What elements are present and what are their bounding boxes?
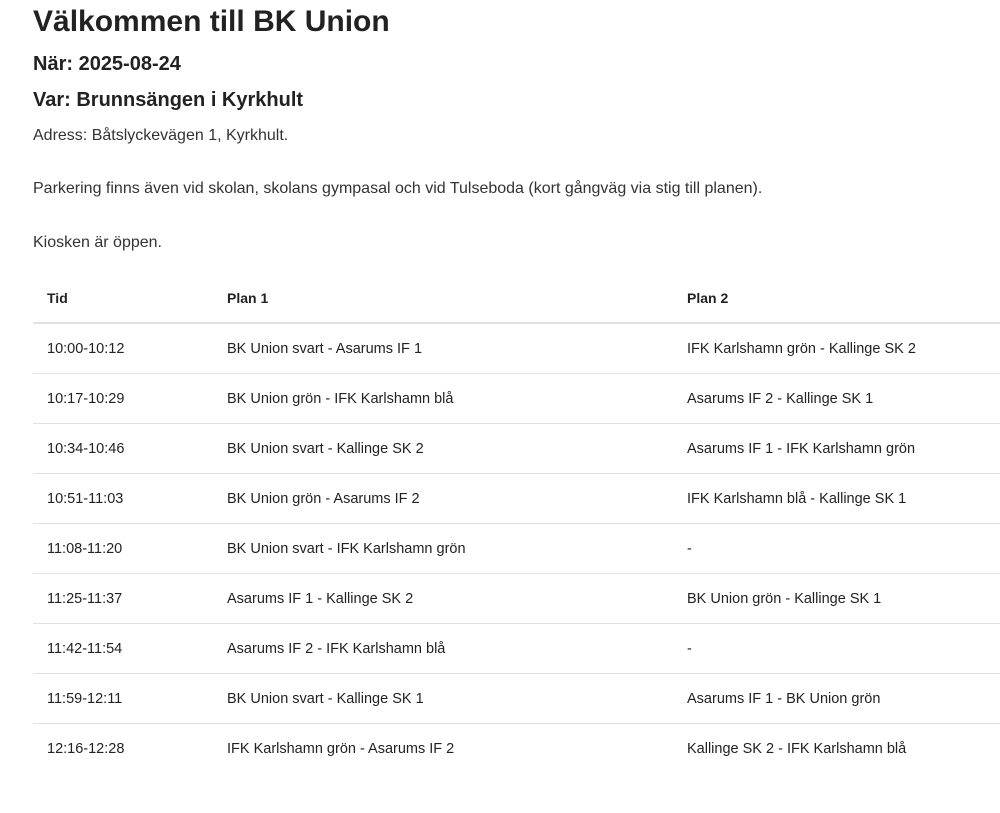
table-row <box>33 374 1000 424</box>
cell-time: 10:34-10:46 <box>33 424 213 474</box>
cell-plan-1: IFK Karlshamn grön - Asarums IF 2 <box>227 740 455 757</box>
column-header-plan-2: Plan 2 <box>673 274 1000 323</box>
cell-plan-1: BK Union svart - Asarums IF 1 <box>213 323 673 374</box>
cell-time: 11:42-11:54 <box>33 624 213 674</box>
kiosk-text: Kiosken är öppen. <box>33 234 162 251</box>
cell-plan-2: IFK Karlshamn blå - Kallinge SK 1 <box>673 474 1000 524</box>
cell-time: 11:08-11:20 <box>33 524 213 574</box>
cell-plan-2: Asarums IF 1 - IFK Karlshamn grön <box>673 424 1000 474</box>
column-header-plan-1: Plan 1 <box>213 274 673 323</box>
match-schedule-table <box>33 274 1000 773</box>
cell-plan-2: Asarums IF 2 - Kallinge SK 1 <box>673 374 1000 424</box>
cell-time: 10:17-10:29 <box>33 374 213 424</box>
table-header-row <box>33 274 1000 323</box>
cell-plan-1: BK Union grön - IFK Karlshamn blå <box>213 374 673 424</box>
cell-time: 11:25-11:37 <box>33 574 213 624</box>
table-row <box>33 624 1000 674</box>
cell-plan-2: IFK Karlshamn grön - Kallinge SK 2 <box>673 323 1000 374</box>
cell-time: 12:16-12:28 <box>47 740 125 757</box>
cell-plan-2: - <box>673 524 1000 574</box>
cell-plan-2: Kallinge SK 2 - IFK Karlshamn blå <box>687 740 907 757</box>
parking-text: Parkering finns även vid skolan, skolans gympasal och vid Tulseboda (kort gångväg via stig till planen). <box>33 180 763 197</box>
table-row <box>33 574 1000 624</box>
cell-plan-1: BK Union svart - Kallinge SK 2 <box>213 424 673 474</box>
cell-time: 11:59-12:11 <box>33 674 213 724</box>
cell-time: 10:00-10:12 <box>33 323 213 374</box>
column-header-time: Tid <box>33 274 213 323</box>
cell-time: 10:51-11:03 <box>33 474 213 524</box>
table-row <box>33 724 1000 774</box>
cell-plan-1: BK Union svart - Kallinge SK 1 <box>213 674 673 724</box>
cell-plan-1: BK Union svart - IFK Karlshamn grön <box>213 524 673 574</box>
table-row <box>33 424 1000 474</box>
table-row <box>33 323 1000 374</box>
cell-plan-1: Asarums IF 1 - Kallinge SK 2 <box>213 574 673 624</box>
cell-plan-2: - <box>673 624 1000 674</box>
cell-plan-1: BK Union grön - Asarums IF 2 <box>213 474 673 524</box>
table-row <box>33 474 1000 524</box>
event-location: Var: Brunnsängen i Kyrkhult <box>33 89 304 111</box>
page-title: Välkommen till BK Union <box>33 5 390 38</box>
cell-plan-2: BK Union grön - Kallinge SK 1 <box>673 574 1000 624</box>
cell-plan-2: Asarums IF 1 - BK Union grön <box>673 674 1000 724</box>
cell-plan-1: Asarums IF 2 - IFK Karlshamn blå <box>213 624 673 674</box>
event-date: När: 2025-08-24 <box>33 53 181 75</box>
address-text: Adress: Båtslyckevägen 1, Kyrkhult. <box>33 127 289 144</box>
table-row <box>33 524 1000 574</box>
table-row <box>33 674 1000 724</box>
